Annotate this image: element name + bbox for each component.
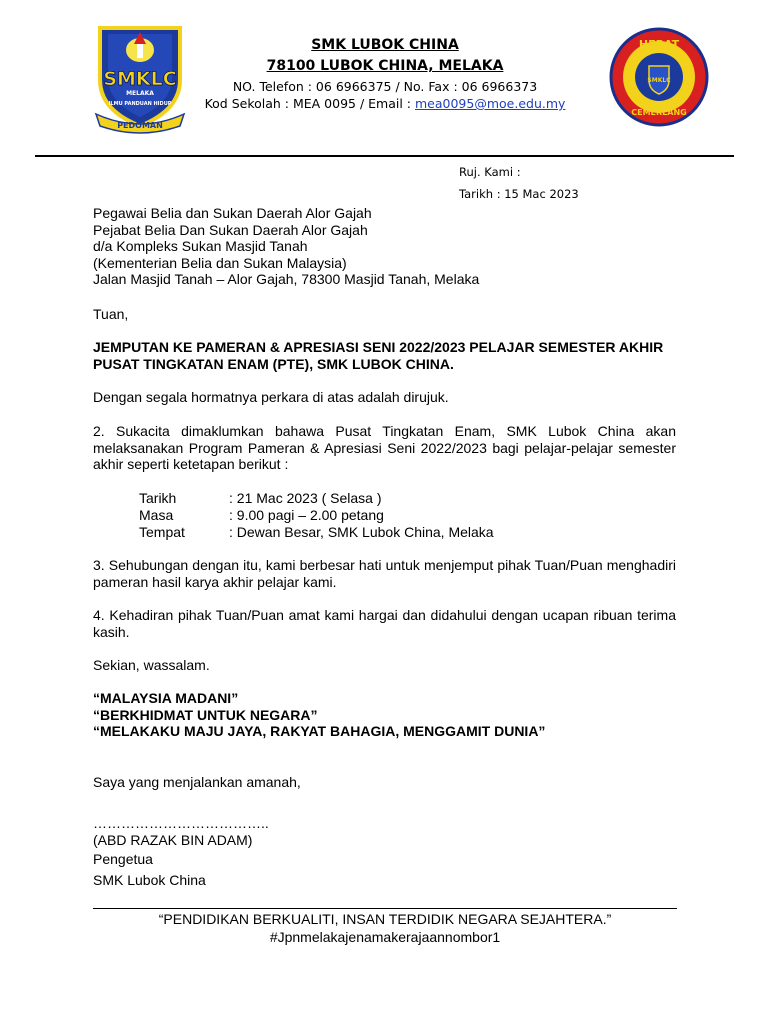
slogan-line: “BERKHIDMAT UNTUK NEGARA”	[93, 706, 318, 723]
paragraph-3: 3. Sehubungan dengan itu, kami berbesar hati untuk menjemput pihak Tuan/Puan menghadiri pameran hasil karya akhir pelajar kami.	[93, 557, 676, 590]
school-address: 78100 LUBOK CHINA, MELAKA	[266, 58, 504, 74]
badge-top-text: HEBAT	[638, 38, 680, 51]
school-crest-logo	[90, 22, 190, 134]
salutation: Tuan,	[93, 306, 129, 322]
detail-label-venue: Tempat	[139, 524, 185, 540]
footer-hashtag: #Jpnmelakajenamakerajaannombor1	[269, 929, 501, 945]
detail-value-date: : 21 Mac 2023 ( Selasa )	[229, 490, 382, 506]
signature-line: ………………………………..	[93, 815, 269, 831]
school-name: SMK LUBOK CHINA	[311, 37, 459, 53]
detail-value-time: : 9.00 pagi – 2.00 petang	[229, 507, 384, 523]
detail-label-time: Masa	[139, 507, 174, 523]
school-code-label: Kod Sekolah : MEA 0095 / Email :	[204, 96, 415, 111]
letter-subject: JEMPUTAN KE PAMERAN & APRESIASI SENI 2022/2023 PELAJAR SEMESTER AKHIR PUSAT TINGKATAN ENAM (PTE), SMK LUBOK CHINA.	[93, 339, 664, 372]
signatory-school: SMK Lubok China	[93, 871, 206, 888]
paragraph-2: 2. Sukacita dimaklumkan bahawa Pusat Tingkatan Enam, SMK Lubok China akan melaksanakan Program Pameran & Apresiasi Seni 2022/2023 bagi pelajar-pelajar semester akhir seperti ketetapan berikut :	[93, 423, 676, 472]
school-code-line	[180, 96, 590, 111]
footer-divider	[93, 908, 677, 909]
recipient-line: d/a Kompleks Sukan Masjid Tanah	[93, 238, 308, 254]
crest-main-text: SMKLC	[103, 68, 177, 90]
phone-fax-line: NO. Telefon : 06 6966375 / No. Fax : 06 6966373	[232, 79, 538, 94]
recipient-line: Pejabat Belia Dan Sukan Daerah Alor Gajah	[93, 221, 368, 238]
slogan-line: “MELAKAKU MAJU JAYA, RAKYAT BAHAGIA, MENGGAMIT DUNIA”	[93, 723, 546, 739]
detail-label-date: Tarikh	[139, 490, 177, 506]
svg-text:SMKLC: SMKLC	[647, 77, 671, 84]
recipient-line: Jalan Masjid Tanah – Alor Gajah, 78300 Masjid Tanah, Melaka	[93, 271, 480, 287]
badge-bottom-text: CEMERLANG	[631, 108, 687, 117]
paragraph-4: 4. Kehadiran pihak Tuan/Puan amat kami hargai dan didahului dengan ucapan ribuan terima kasih.	[93, 607, 676, 640]
reference-number: Ruj. Kami :	[459, 165, 521, 179]
letter-date: Tarikh : 15 Mac 2023	[459, 187, 579, 201]
slogan-line: “MALAYSIA MADANI”	[93, 690, 239, 706]
closing: Sekian, wassalam.	[93, 657, 210, 673]
recipient-line: (Kementerian Belia dan Sukan Malaysia)	[93, 254, 347, 271]
sign-intro: Saya yang menjalankan amanah,	[93, 774, 301, 790]
svg-text:MELAKA: MELAKA	[126, 90, 154, 97]
hebat-cemerlang-badge-logo	[608, 26, 710, 128]
signatory-name: (ABD RAZAK BIN ADAM)	[93, 831, 253, 848]
email-link[interactable]: mea0095@moe.edu.my	[415, 96, 566, 111]
signature-block	[93, 815, 676, 888]
slogans	[93, 690, 676, 740]
svg-text:PEDOMAN: PEDOMAN	[117, 121, 163, 130]
detail-value-venue: : Dewan Besar, SMK Lubok China, Melaka	[229, 524, 494, 540]
recipient-address	[93, 205, 676, 288]
header-divider	[35, 155, 734, 157]
svg-text:ILMU PANDUAN HIDUP: ILMU PANDUAN HIDUP	[108, 101, 172, 107]
footer-motto: “PENDIDIKAN BERKUALITI, INSAN TERDIDIK NEGARA SEJAHTERA.”	[158, 911, 612, 927]
paragraph-1: Dengan segala hormatnya perkara di atas adalah dirujuk.	[93, 389, 449, 405]
recipient-line: Pegawai Belia dan Sukan Daerah Alor Gajah	[93, 205, 372, 221]
signatory-title: Pengetua	[93, 851, 153, 867]
